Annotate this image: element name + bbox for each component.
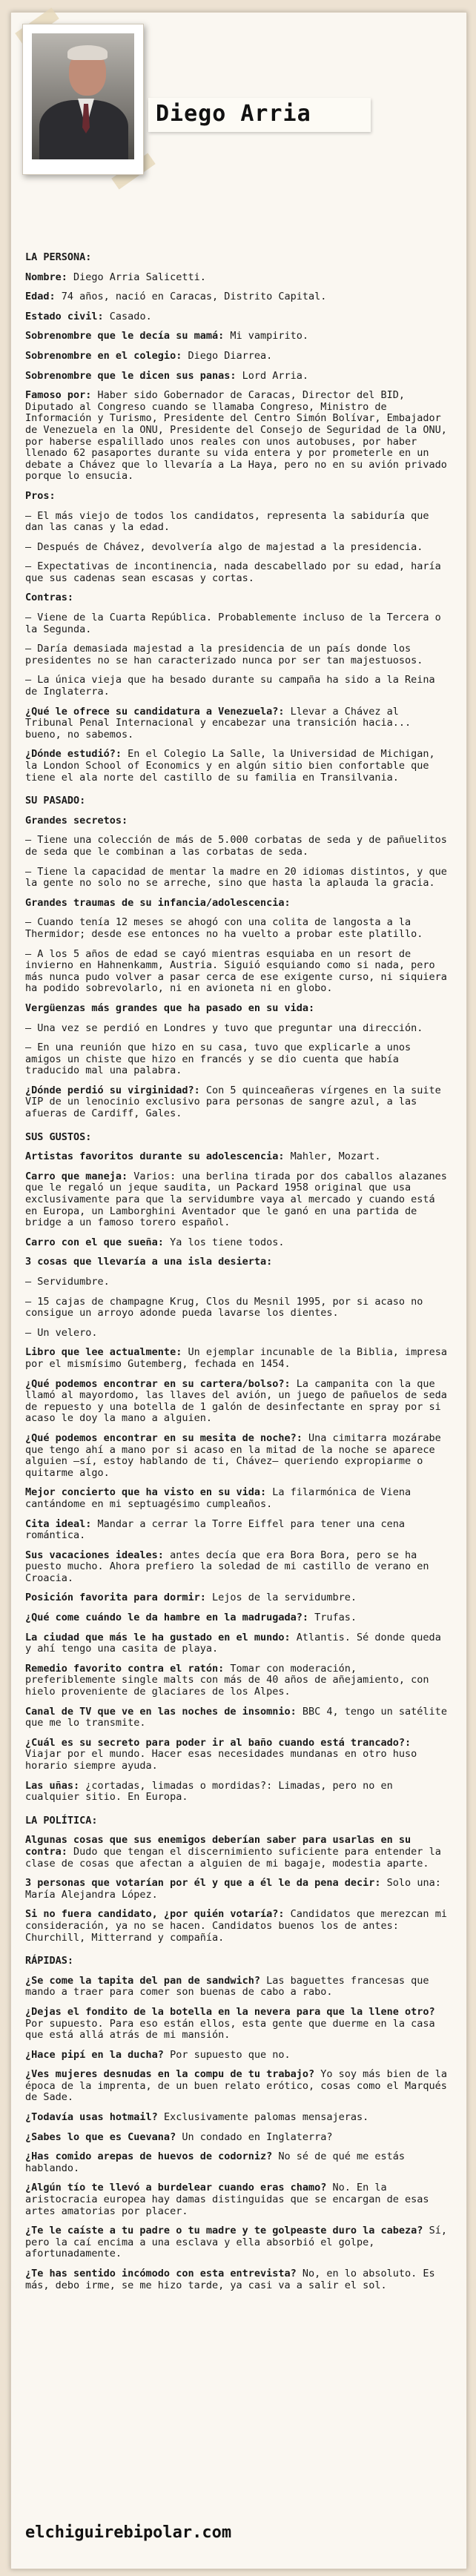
profile-entry bbox=[25, 561, 451, 584]
entry-text: Candidatos que merezcan mi consideración, ya no se hacen. Candidatos buenos los de antes: Churchill, Mitterrand y compañía. bbox=[25, 1908, 447, 1944]
entry-label: 3 cosas que llevaría a una isla desierta: bbox=[25, 1256, 273, 1268]
entry-text: Exclusivamente palomas mensajeras. bbox=[157, 2111, 369, 2124]
entry-label: ¿Qué podemos encontrar en su mesita de noche?: bbox=[25, 1431, 303, 1444]
profile-entry bbox=[25, 1976, 451, 1999]
entry-text: Un condado en Inglaterra? bbox=[176, 2130, 333, 2143]
entry-text: – El más viejo de todos los candidatos, representa la sabiduría que dan las canas y la edad. bbox=[25, 509, 429, 534]
entry-text: Un ejemplar incunable de la Biblia, impresa por el mismísimo Gutemberg, fechada en 1454. bbox=[25, 1346, 447, 1370]
entry-text: – La única vieja que ha besado durante su campaña ha sido a la Reina de Inglaterra. bbox=[25, 674, 435, 698]
entry-text: BBC 4, tengo un satélite que me lo transmite. bbox=[25, 1705, 447, 1729]
entry-label: ¿Qué podemos encontrar en su cartera/bolso?: bbox=[25, 1377, 291, 1390]
section-heading: LA POLÍTICA: bbox=[25, 1814, 98, 1827]
entry-text: Mandar a cerrar la Torre Eiffel para tener una cena romántica. bbox=[25, 1517, 406, 1542]
entry-label: Edad: bbox=[25, 291, 56, 303]
entry-label: Sobrenombre que le decía su mamá: bbox=[25, 330, 225, 342]
profile-entry bbox=[25, 1347, 451, 1370]
profile-entry bbox=[25, 612, 451, 635]
profile-entry bbox=[25, 1328, 451, 1340]
profile-entry bbox=[25, 1085, 451, 1120]
entry-text: Varios: una berlina tirada por dos caballos alazanes que le regaló un jeque saudita, un Packard 1958 original que usa exclusivamente para que la servidumbre vaya al mercado y cuando está en Europa, un Lamborghini Aventador que le ganó en una partida de bridge a un famoso torero español. bbox=[25, 1170, 447, 1229]
profile-entry bbox=[25, 1256, 451, 1268]
entry-label: ¿Cuál es su secreto para poder ir al baño cuando está trancado?: bbox=[25, 1736, 411, 1749]
entry-label: ¿Dónde estudió?: bbox=[25, 748, 122, 761]
profile-entry bbox=[25, 311, 451, 323]
entry-label: Carro con el que sueña: bbox=[25, 1236, 164, 1248]
entry-text: No, en lo absoluto. Es más, debo irme, se me hizo tarde, ya casi va a salir el sol. bbox=[25, 2268, 435, 2291]
profile-entry bbox=[25, 1781, 451, 1804]
profile-entry bbox=[25, 1519, 451, 1542]
entry-text: – Daría demasiada majestad a la presidencia de un país donde los presidentes no se han caracterizado nunca por ser tan majestuosos. bbox=[25, 643, 423, 666]
entry-text: Lord Arria. bbox=[236, 369, 309, 382]
profile-entry bbox=[25, 1023, 451, 1035]
entry-label: ¿Algún tío te llevó a burdelear cuando eras chamo? bbox=[25, 2182, 327, 2194]
entry-text: Viajar por el mundo. Hacer esas necesidades mundanas en otro huso horario siempre ayuda. bbox=[25, 1748, 417, 1772]
entry-text: Yo soy más bien de la época de la imprenta, de un buen relato erótico, cosas como el Marqués de Sade. bbox=[25, 2068, 447, 2104]
profile-entry bbox=[25, 351, 451, 362]
entry-text: Atlantis. Sé donde queda y ahí tengo una casita de playa. bbox=[25, 1631, 441, 1655]
entry-label: Grandes traumas de su infancia/adolescencia: bbox=[25, 896, 291, 909]
profile-entry bbox=[25, 2225, 451, 2260]
profile-entry bbox=[25, 2151, 451, 2174]
entry-label: Canal de TV que ve en las noches de insomnio: bbox=[25, 1705, 297, 1718]
profile-entry bbox=[25, 592, 451, 604]
entry-label: Posición favorita para dormir: bbox=[25, 1592, 206, 1604]
entry-label: ¿Ves mujeres desnudas en la compu de tu trabajo? bbox=[25, 2068, 315, 2081]
profile-entry bbox=[25, 390, 451, 483]
profile-entry bbox=[25, 1151, 451, 1163]
entry-text: Mahler, Mozart. bbox=[284, 1150, 381, 1163]
entry-text: Diego Arria Salicetti. bbox=[67, 271, 206, 283]
profile-entry bbox=[25, 917, 451, 940]
profile-entry bbox=[25, 1835, 451, 1870]
entry-label: ¿Hace pipí en la ducha? bbox=[25, 2048, 164, 2061]
entry-label: Mejor concierto que ha visto en su vida: bbox=[25, 1486, 267, 1499]
entry-text: 74 años, nació en Caracas, Distrito Capital. bbox=[55, 291, 327, 303]
profile-entry bbox=[25, 511, 451, 534]
entry-text: Diego Diarrea. bbox=[182, 349, 273, 362]
profile-entry bbox=[25, 2069, 451, 2104]
profile-entry bbox=[25, 1878, 451, 1901]
entry-text: La campanita con la que llamó al mayordomo, las llaves del avión, un juego de pañuelos de seda de repuesto y una botella de 1 galón de desinfectante en spray por si acaso le doy la mano a alguien. bbox=[25, 1377, 447, 1425]
entry-label: Las uñas: bbox=[25, 1779, 80, 1792]
profile-entry bbox=[25, 1738, 451, 1772]
profile-entry bbox=[25, 867, 451, 890]
entry-label: Libro que lee actualmente: bbox=[25, 1346, 182, 1359]
profile-entry bbox=[25, 491, 451, 503]
entry-label: ¿Sabes lo que es Cuevana? bbox=[25, 2130, 176, 2143]
profile-entry bbox=[25, 835, 451, 858]
profile-entry bbox=[25, 675, 451, 698]
entry-text: – Expectativas de incontinencia, nada descabellado por su edad, haría que sus cadenas sean escasas y cortas. bbox=[25, 560, 441, 584]
profile-entry bbox=[25, 291, 451, 303]
profile-entry bbox=[25, 331, 451, 342]
entry-label: ¿Qué le ofrece su candidatura a Venezuela?: bbox=[25, 705, 285, 718]
profile-photo bbox=[22, 24, 144, 175]
profile-entry bbox=[25, 1379, 451, 1425]
entry-text: – Servidumbre. bbox=[25, 1276, 110, 1288]
entry-label: ¿Todavía usas hotmail? bbox=[25, 2111, 158, 2124]
entry-label: Famoso por: bbox=[25, 389, 92, 402]
entry-text: Casado. bbox=[103, 310, 152, 322]
section-heading: SUS GUSTOS: bbox=[25, 1130, 92, 1143]
profile-entry bbox=[25, 1042, 451, 1077]
site-footer: elchiguirebipolar.com bbox=[25, 2523, 232, 2542]
profile-content bbox=[25, 252, 451, 2299]
profile-entry bbox=[25, 949, 451, 995]
entry-label: Carro que maneja: bbox=[25, 1170, 128, 1182]
entry-label: Si no fuera candidato, ¿por quién votaría?: bbox=[25, 1908, 285, 1921]
entry-label: Pros: bbox=[25, 489, 56, 502]
entry-text: Lejos de la servidumbre. bbox=[205, 1592, 357, 1604]
entry-label: Sobrenombre en el colegio: bbox=[25, 349, 182, 362]
profile-entry bbox=[25, 1909, 451, 1944]
profile-entry bbox=[25, 1550, 451, 1585]
entry-label: ¿Qué come cuándo le da hambre en la madrugada?: bbox=[25, 1612, 309, 1624]
entry-text: Ya los tiene todos. bbox=[163, 1236, 285, 1248]
entry-text: ¿cortadas, limadas o mordidas?: Limadas, pero no en cualquier sitio. En Europa. bbox=[25, 1779, 393, 1804]
profile-entry bbox=[25, 2268, 451, 2291]
entry-text: Solo una: María Alejandra López. bbox=[25, 1877, 441, 1901]
profile-name: Diego Arria bbox=[156, 101, 311, 127]
entry-text: – A los 5 años de edad se cayó mientras esquiaba en un resort de invierno en Hahnenkamm, Austria. Siguió esquiando como si nada, pero más nunca pudo volver a pasar cerca de ese exigente curso, ni siquiera ha podido sobrevolarlo, ni en avioneta ni en globo. bbox=[25, 947, 447, 995]
entry-text: En el Colegio La Salle, la Universidad de Michigan, la London School of Economics y en algún sitio bien confortable que tiene el ala norte del castillo de su familia en Transilvania. bbox=[25, 748, 435, 784]
entry-label: ¿Dejas el fondito de la botella en la nevera para que la llene otro? bbox=[25, 2005, 435, 2018]
profile-entry bbox=[25, 272, 451, 284]
section-heading: LA PERSONA: bbox=[25, 251, 92, 263]
profile-entry bbox=[25, 2182, 451, 2217]
profile-entry bbox=[25, 1663, 451, 1698]
entry-text: – Una vez se perdió en Londres y tuvo que preguntar una dirección. bbox=[25, 1022, 423, 1034]
entry-text: No sé de qué me estás hablando. bbox=[25, 2150, 406, 2174]
entry-text: – Tiene la capacidad de mentar la madre en 20 idiomas distintos, y que la gente no solo no se arreche, sino que hasta la aplauda la gracia. bbox=[25, 865, 447, 890]
entry-label: ¿Se come la tapita del pan de sandwich? bbox=[25, 1974, 260, 1987]
profile-entry bbox=[25, 1171, 451, 1229]
entry-text: Sí, pero la caí encima a una esclava y ella absorbió el golpe, afortunadamente. bbox=[25, 2225, 447, 2260]
entry-text: Haber sido Gobernador de Caracas, Director del BID, Diputado al Congreso cuando se llamaba Congreso, Ministro de Información y Turismo, Presidente del Centro Simón Bolívar, Embajador de Venezuela en la ONU, Presidente del Consejo de Seguridad de la ONU, por haberse espalillado unos reales con unos autobuses, por haber llenado 62 pasaportes durante su vida entera y por prometerle en un debate a Chávez que lo llevaría a La Haya, pero no en su avión privado porque lo ensucia. bbox=[25, 389, 447, 483]
entry-text: Por supuesto que no. bbox=[163, 2048, 291, 2061]
entry-text: Mi vampirito. bbox=[224, 330, 309, 342]
entry-text: – Cuando tenía 12 meses se ahogó con una colita de langosta a la Thermidor; desde ese entonces no ha vuelto a probar este platillo. bbox=[25, 916, 423, 940]
profile-entry bbox=[25, 1003, 451, 1015]
entry-label: 3 personas que votarían por él y que a él le da pena decir: bbox=[25, 1877, 381, 1890]
section-heading: SU PASADO: bbox=[25, 795, 86, 807]
entry-label: Contras: bbox=[25, 592, 74, 604]
profile-entry bbox=[25, 371, 451, 383]
profile-entry bbox=[25, 2050, 451, 2062]
profile-entry bbox=[25, 1237, 451, 1249]
entry-label: La ciudad que más le ha gustado en el mundo: bbox=[25, 1631, 291, 1643]
entry-text: – Después de Chávez, devolvería algo de majestad a la presidencia. bbox=[25, 540, 423, 553]
entry-label: Estado civil: bbox=[25, 310, 104, 322]
entry-text: Las baguettes francesas que mando a traer para comer son buenas de cabo a rabo. bbox=[25, 1974, 429, 1999]
entry-label: ¿Dónde perdió su virginidad?: bbox=[25, 1084, 200, 1096]
entry-text: Dudo que tengan el discernimiento suficiente para entender la clase de cosas que afectan a alguien de mi bagaje, modestia aparte. bbox=[25, 1845, 441, 1870]
profile-entry bbox=[25, 815, 451, 827]
profile-entry bbox=[25, 643, 451, 666]
profile-entry bbox=[25, 2132, 451, 2144]
entry-text: La filarmónica de Viena cantándome en mi septuagésimo cumpleaños. bbox=[25, 1486, 411, 1510]
profile-entry bbox=[25, 542, 451, 554]
profile-entry bbox=[25, 1297, 451, 1320]
entry-text: antes decía que era Bora Bora, pero se ha puesto mucho. Ahora prefiero la soledad de mi castillo de verano en Croacia. bbox=[25, 1549, 429, 1584]
entry-label: Vergüenzas más grandes que ha pasado en su vida: bbox=[25, 1001, 315, 1014]
entry-text: Una cimitarra mozárabe que tengo ahí a mano por si acaso en la mitad de la noche se aparece alguien –sí, estoy hablando de ti, Chávez– queriendo expropiarme o quitarme algo. bbox=[25, 1431, 441, 1479]
entry-label: ¿Has comido arepas de huevos de codorniz? bbox=[25, 2150, 273, 2163]
profile-entry bbox=[25, 2112, 451, 2124]
profile-entry bbox=[25, 1433, 451, 1479]
entry-text: – 15 cajas de champagne Krug, Clos du Mesnil 1995, por si acaso no consigue un arroyo adonde pueda lavarse los dientes. bbox=[25, 1295, 423, 1320]
profile-entry bbox=[25, 2007, 451, 2042]
entry-label: Algunas cosas que sus enemigos deberían saber para usarlas en su contra: bbox=[25, 1834, 411, 1858]
entry-label: Artistas favoritos durante su adolescencia: bbox=[25, 1150, 285, 1163]
profile-entry bbox=[25, 1277, 451, 1288]
entry-text: No. En la aristocracia europea hay damas distinguidas que se encargan de esas artes amatorias por placer. bbox=[25, 2182, 429, 2217]
entry-text: – Un velero. bbox=[25, 1326, 98, 1339]
profile-entry bbox=[25, 1612, 451, 1624]
entry-text: Llevar a Chávez al Tribunal Penal Internacional y encabezar una transición hacia... bueno, no sabemos. bbox=[25, 705, 411, 741]
entry-text: Por supuesto. Para eso están ellos, esta gente que duerme en la casa que está allá atrás de mi mansión. bbox=[25, 2017, 435, 2042]
entry-text: – En una reunión que hizo en su casa, tuvo que explicarle a unos amigos un chiste que hizo en francés y se dio cuenta que había traducido mal una palabra. bbox=[25, 1042, 411, 1077]
entry-text: – Viene de la Cuarta República. Probablemente incluso de la Tercera o la Segunda. bbox=[25, 612, 441, 635]
entry-text: Tomar con moderación, preferiblemente single malts con más de 40 años de añejamiento, con hielo proveniente de glaciares de los Alpes. bbox=[25, 1662, 429, 1698]
entry-label: Nombre: bbox=[25, 271, 67, 283]
entry-label: ¿Te le caíste a tu padre o tu madre y te golpeaste duro la cabeza? bbox=[25, 2225, 423, 2237]
entry-label: ¿Te has sentido incómodo con esta entrevista? bbox=[25, 2268, 297, 2279]
entry-label: Remedio favorito contra el ratón: bbox=[25, 1662, 225, 1675]
entry-text: – Tiene una colección de más de 5.000 corbatas de seda y de pañuelitos de seda que le combinan a las corbatas de seda. bbox=[25, 834, 447, 858]
entry-text: Con 5 quinceañeras vírgenes en la suite VIP de un lenocinio exclusivo para personas de sangre azul, a las afueras de Cardiff, Gales. bbox=[25, 1084, 441, 1120]
profile-entry bbox=[25, 898, 451, 910]
entry-label: Sus vacaciones ideales: bbox=[25, 1549, 164, 1561]
profile-entry bbox=[25, 1706, 451, 1729]
entry-label: Grandes secretos: bbox=[25, 814, 128, 827]
entry-text: Trufas. bbox=[308, 1612, 357, 1624]
profile-entry bbox=[25, 706, 451, 741]
profile-entry bbox=[25, 749, 451, 784]
entry-label: Cita ideal: bbox=[25, 1517, 92, 1530]
profile-entry bbox=[25, 1592, 451, 1604]
section-heading: RÁPIDAS: bbox=[25, 1955, 74, 1967]
profile-entry bbox=[25, 1487, 451, 1510]
profile-entry bbox=[25, 1632, 451, 1655]
entry-label: Sobrenombre que le dicen sus panas: bbox=[25, 369, 237, 382]
